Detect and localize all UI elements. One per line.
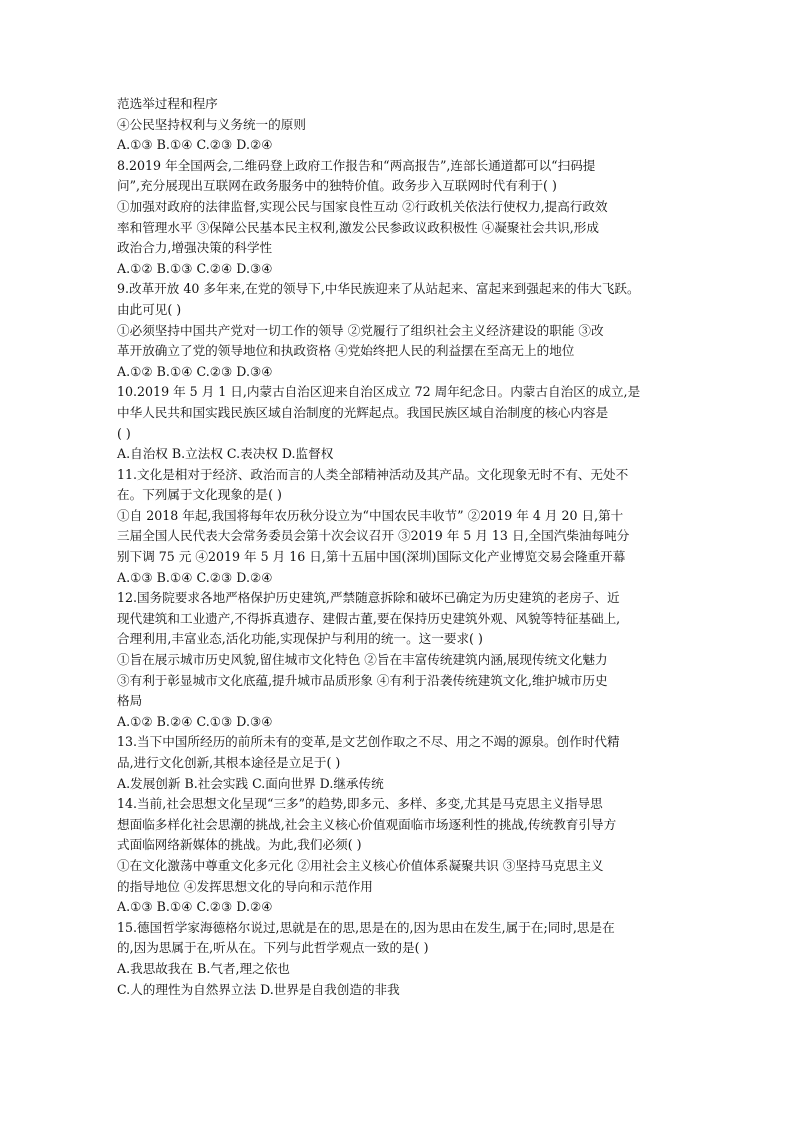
text-line: 13.当下中国所经历的前所未有的变革,是文艺创作取之不尽、用之不竭的源泉。创作时代精 xyxy=(117,734,620,750)
text-line: A.我思故我在 B.气者,理之依也 xyxy=(117,960,290,976)
text-line: 9.改革开放 40 多年来,在党的领导下,中华民族迎来了从站起来、富起来到强起来的伟大飞跃。 xyxy=(117,281,640,297)
text-line: 品,进行文化创新,其根本途径是立足于( ) xyxy=(117,755,341,770)
text-line: 格局 xyxy=(117,693,143,709)
text-line: ①自 2018 年起,我国将每年农历秋分设立为“中国农民丰收节” ②2019 年 4 月 20 日,第十 xyxy=(117,507,624,523)
text-line: 15.德国哲学家海德格尔说过,思就是在的思,思是在的,因为思由在发生,属于在;同时,思是在 xyxy=(117,919,615,935)
text-line: 范选举过程和程序 xyxy=(117,96,218,111)
text-line: A.①② B.①④ C.②③ D.③④ xyxy=(117,363,273,379)
text-line: 别下调 75 元 ④2019 年 5 月 16 日,第十五届中国(深圳)国际文化产业博览交易会隆重开幕 xyxy=(117,549,626,565)
text-line: 14.当前,社会思想文化呈现“三多”的趋势,即多元、多样、多变,尤其是马克思主义指导思 xyxy=(117,796,603,812)
text-line: 革开放确立了党的领导地位和执政资格 ④党始终把人民的利益摆在至高无上的地位 xyxy=(117,343,575,359)
text-line: A.①② B.②④ C.①③ D.③④ xyxy=(117,713,273,729)
text-line: 合理利用,丰富业态,活化功能,实现保护与利用的统一。这一要求( ) xyxy=(117,631,483,647)
text-line: A.发展创新 B.社会实践 C.面向世界 D.继承传统 xyxy=(117,775,384,791)
text-line: ①在文化激荡中尊重文化多元化 ②用社会主义核心价值体系凝聚共识 ③坚持马克思主义 xyxy=(117,857,604,873)
text-line: 12.国务院要求各地严格保护历史建筑,严禁随意拆除和破坏已确定为历史建筑的老房子、近 xyxy=(117,590,620,606)
text-line: ①必须坚持中国共产党对一切工作的领导 ②党履行了组织社会主义经济建设的职能 ③改 xyxy=(117,322,604,338)
text-line: 式面临网络新媒体的挑战。为此,我们必须( ) xyxy=(117,837,362,853)
text-line: 11.文化是相对于经济、政治而言的人类全部精神活动及其产品。文化现象无时不有、无处不 xyxy=(117,466,629,482)
text-line: ④公民坚持权利与义务统一的原则 xyxy=(117,116,306,132)
text-line: A.①② B.①③ C.②④ D.③④ xyxy=(117,260,273,276)
text-line: 10.2019 年 5 月 1 日,内蒙古自治区迎来自治区成立 72 周年纪念日。内蒙古自治区的成立,是 xyxy=(117,384,641,400)
text-line: 现代建筑和工业遗产,不得拆真遗存、建假古董,要在保持历史建筑外观、风貌等特征基础上, xyxy=(117,610,621,626)
text-line: ①加强对政府的法律监督,实现公民与国家良性互动 ②行政机关依法行使权力,提高行政效 xyxy=(117,198,608,214)
text-line: A.①③ B.①④ C.②③ D.②④ xyxy=(117,569,273,585)
text-line: 由此可见( ) xyxy=(117,301,182,317)
text-line: C.人的理性为自然界立法 D.世界是自我创造的非我 xyxy=(117,981,400,997)
text-line: 中华人民共和国实践民族区域自治制度的光辉起点。我国民族区域自治制度的核心内容是 xyxy=(117,404,609,420)
text-line: 三届全国人民代表大会常务委员会第十次会议召开 ③2019 年 5 月 13 日,全国汽柴油每吨分 xyxy=(117,528,630,544)
text-line: 的,因为思属于在,听从在。下列与此哲学观点一致的是( ) xyxy=(117,940,429,956)
text-line: 想面临多样化社会思潮的挑战,社会主义核心价值观面临市场逐利性的挑战,传统教育引导方 xyxy=(117,816,617,832)
text-line: 率和管理水平 ③保障公民基本民主权利,激发公民参政议政积极性 ④凝聚社会共识,形成 xyxy=(117,219,599,235)
text-line: A.①③ B.①④ C.②③ D.②④ xyxy=(117,137,273,153)
document-page xyxy=(117,94,677,1000)
text-line: 的指导地位 ④发挥思想文化的导向和示范作用 xyxy=(117,878,373,894)
text-line: 在。下列属于文化现象的是( ) xyxy=(117,487,282,503)
text-line: 政治合力,增强决策的科学性 xyxy=(117,240,273,256)
text-line: A.①③ B.①④ C.②③ D.②④ xyxy=(117,899,273,915)
text-line: ①旨在展示城市历史风貌,留住城市文化特色 ②旨在丰富传统建筑内涵,展现传统文化魅力 xyxy=(117,652,608,668)
text-line: 问”,充分展现出互联网在政务服务中的独特价值。政务步入互联网时代有利于( ) xyxy=(117,178,557,194)
text-line: ③有利于彰显城市文化底蕴,提升城市品质形象 ④有利于沿袭传统建筑文化,维护城市历史 xyxy=(117,672,608,688)
text-line: 8.2019 年全国两会,二维码登上政府工作报告和“两高报告”,连部长通道都可以“扫码提 xyxy=(117,157,596,173)
text-line: A.自治权 B.立法权 C.表决权 D.监督权 xyxy=(117,446,334,462)
text-line: ( ) xyxy=(117,425,131,441)
